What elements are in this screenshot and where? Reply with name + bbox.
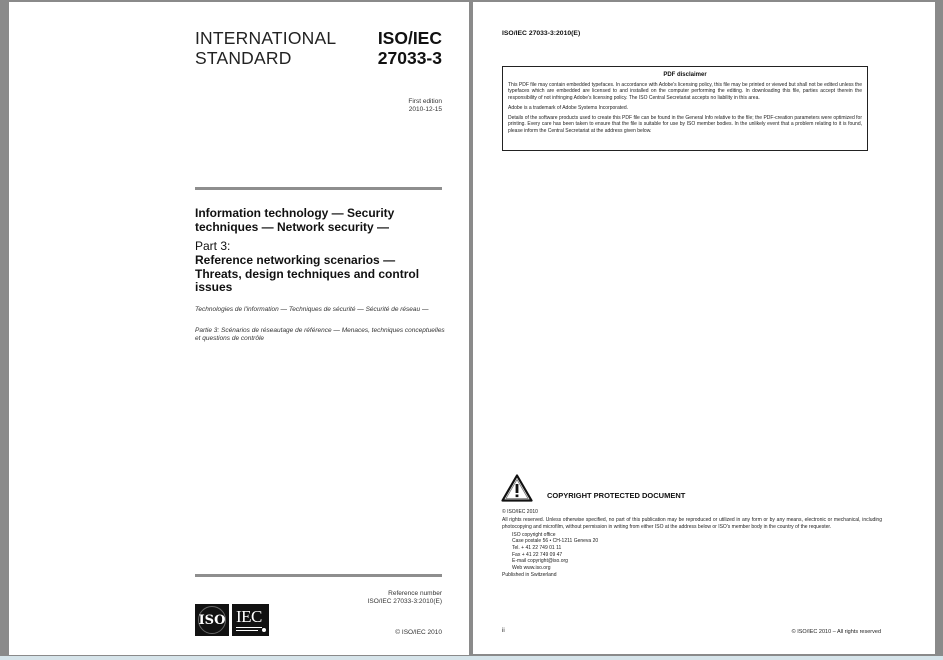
rights-statement: All rights reserved. Unless otherwise specified, no part of this publication may be reproduced or utilized in any form or by any means, electronic or mechanical, including photocopying and microfilm, without permission in writing from either ISO at the address below or ISO's member body in the country of the requester. xyxy=(502,517,882,530)
standard-id-line2: 27033-3 xyxy=(377,48,442,68)
standard-id-line1: ISO/IEC xyxy=(377,28,442,48)
copyright-notice: © ISO/IEC 2010 xyxy=(502,509,538,515)
copyright-body xyxy=(502,509,882,581)
pdf-disclaimer-box xyxy=(502,66,868,151)
footer-copyright: © ISO/IEC 2010 – All rights reserved xyxy=(791,629,881,635)
address-line: Fax + 41 22 749 09 47 xyxy=(512,551,563,558)
edition-info xyxy=(408,98,442,114)
doc-type-line1: INTERNATIONAL xyxy=(195,28,337,48)
french-title: Technologies de l'information — Techniques de sécurité — Sécurité de réseau — xyxy=(195,306,429,313)
iso-address xyxy=(502,532,882,572)
iso-iec-logo xyxy=(195,604,269,636)
address-line: ISO copyright office xyxy=(512,531,556,538)
main-title: Information technology — Security techniques — Network security — xyxy=(195,206,395,234)
cover-copyright: © ISO/IEC 2010 xyxy=(395,629,442,636)
iec-bar xyxy=(236,630,258,631)
published-in: Published in Switzerland xyxy=(502,572,557,579)
iec-logo-icon xyxy=(231,604,269,636)
french-part-title: Partie 3: Scénarios de réseautage de référence — Menaces, techniques conceptuelles et questions de contrôle xyxy=(195,327,445,342)
disclaimer-title: PDF disclaimer xyxy=(663,72,707,78)
page-number: ii xyxy=(502,628,505,634)
standard-id xyxy=(378,28,442,68)
bottom-rule xyxy=(195,574,442,577)
part-title: Reference networking scenarios — Threats, design techniques and control issues xyxy=(195,253,420,294)
part-label: Part 3: xyxy=(195,239,231,253)
page-header: ISO/IEC 27033-3:2010(E) xyxy=(502,30,581,37)
page-cover xyxy=(9,2,469,655)
edition-label: First edition xyxy=(408,98,442,105)
document-type xyxy=(195,28,336,68)
address-web: Web www.iso.org xyxy=(512,564,551,571)
doc-type-line2: STANDARD xyxy=(195,48,292,68)
copyright-title: COPYRIGHT PROTECTED DOCUMENT xyxy=(547,491,686,500)
warning-triangle-icon xyxy=(501,474,533,502)
iec-logo-text: IEC xyxy=(236,607,262,626)
iec-bar xyxy=(236,627,262,628)
disclaimer-paragraph: Adobe is a trademark of Adobe Systems Incorporated. xyxy=(508,104,629,111)
reference-block xyxy=(368,590,442,606)
page-ii xyxy=(473,2,935,654)
top-rule xyxy=(195,187,442,190)
reference-number: ISO/IEC 27033-3:2010(E) xyxy=(367,598,442,605)
iso-logo-text: ISO xyxy=(198,612,226,628)
disclaimer-paragraph: Details of the software products used to create this PDF file can be found in the General Info relative to the file; the PDF-creation parameters were optimized for printing. Every care has been taken to ensure that the file is suitable for use by ISO member bodies. In the unlikely event that a problem relating to it is found, please inform the Central Secretariat at the address given below. xyxy=(508,115,862,134)
address-line: Case postale 56 • CH-1211 Geneva 20 xyxy=(512,538,599,545)
reference-label: Reference number xyxy=(388,590,442,597)
viewer-bottom-strip xyxy=(0,656,943,660)
edition-date: 2010-12-15 xyxy=(408,106,442,113)
iso-logo-icon xyxy=(195,604,229,636)
address-email: E-mail copyright@iso.org xyxy=(512,558,568,565)
iec-dot xyxy=(262,628,266,632)
disclaimer-paragraph: This PDF file may contain embedded typefaces. In accordance with Adobe's licensing policy, this file may be printed or viewed but shall not be edited unless the typefaces which are embedded are licensed to and installed on the computer performing the editing. In downloading this file, parties accept therein the responsibility of not infringing Adobe's licensing policy. The ISO Central Secretariat accepts no liability in this area. xyxy=(508,82,862,101)
address-line: Tel. + 41 22 749 01 11 xyxy=(512,545,562,552)
